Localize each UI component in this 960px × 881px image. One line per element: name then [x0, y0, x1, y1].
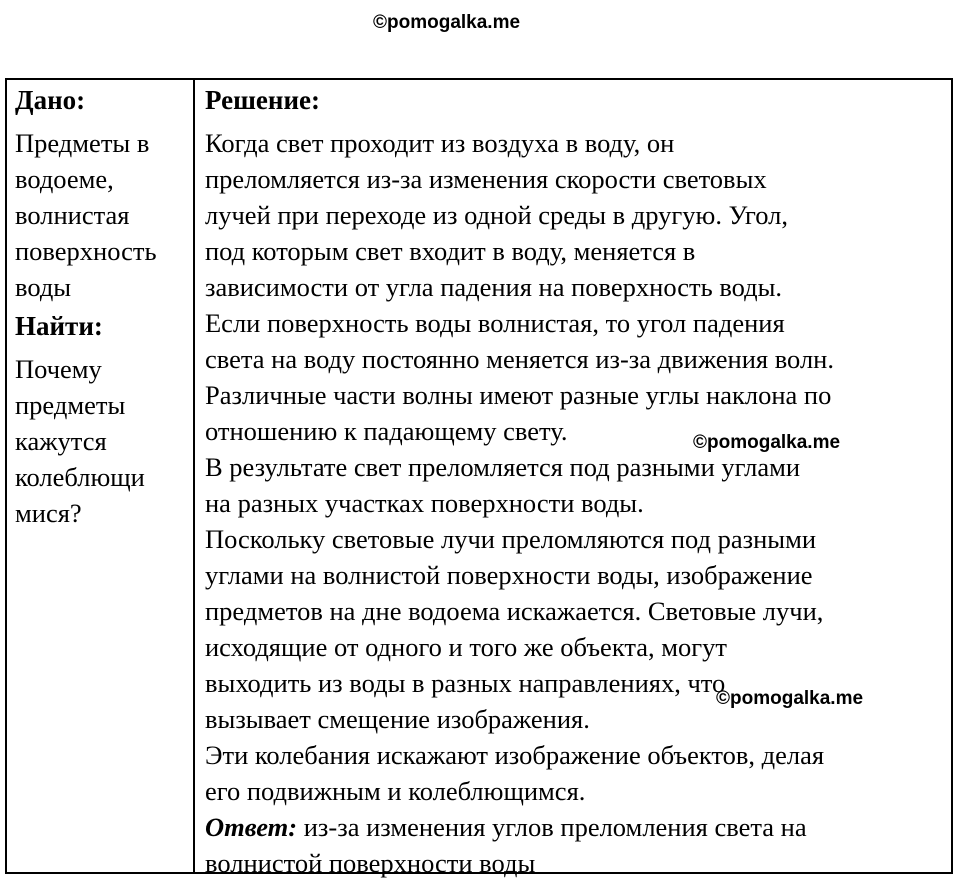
- given-line: водоеме,: [15, 164, 114, 194]
- solution-line: света на воду постоянно меняется из-за движения волн.: [205, 344, 834, 374]
- solution-heading: Решение:: [205, 85, 320, 115]
- solution-column: [205, 82, 951, 881]
- solution-line: зависимости от угла падения на поверхность воды.: [205, 272, 783, 302]
- solution-line: выходить из воды в разных направлениях, что: [205, 668, 726, 698]
- watermark-top: ©pomogalka.me: [373, 12, 521, 33]
- solution-line: исходящие от одного и того же объекта, могут: [205, 632, 727, 662]
- solution-text: [205, 125, 951, 881]
- solution-line: Если поверхность воды волнистая, то угол падения: [205, 308, 785, 338]
- solution-line: вызывает смещение изображения.: [205, 704, 590, 734]
- solution-line: углами на волнистой поверхности воды, изображение: [205, 560, 813, 590]
- solution-line: Поскольку световые лучи преломляются под разными: [205, 524, 817, 554]
- solution-line: В результате свет преломляется под разными углами: [205, 452, 801, 482]
- column-divider: [193, 78, 195, 874]
- find-text: [15, 351, 189, 531]
- given-line: Предметы в: [15, 128, 150, 158]
- watermark-bottom: ©pomogalka.me: [716, 688, 864, 709]
- find-line: Почему: [15, 354, 102, 384]
- given-text: [15, 125, 189, 305]
- find-line: колеблющи: [15, 462, 145, 492]
- given-column: [15, 82, 189, 531]
- answer-text: из-за изменения углов преломления света на: [297, 812, 807, 842]
- answer-label: Ответ:: [205, 812, 298, 842]
- solution-line: отношению к падающему свету.: [205, 416, 568, 446]
- solution-line: его подвижным и колеблющимся.: [205, 776, 586, 806]
- answer-line-2: волнистой поверхности воды: [205, 848, 536, 878]
- given-line: поверхность: [15, 236, 157, 266]
- given-line: волнистая: [15, 200, 130, 230]
- solution-line: лучей при переходе из одной среды в другую. Угол,: [205, 200, 788, 230]
- find-heading: Найти:: [15, 311, 103, 341]
- solution-line: Эти колебания искажают изображение объектов, делая: [205, 740, 825, 770]
- solution-line: под которым свет входит в воду, меняется в: [205, 236, 696, 266]
- solution-line: преломляется из-за изменения скорости световых: [205, 164, 767, 194]
- solution-line: Различные части волны имеют разные углы наклона по: [205, 380, 832, 410]
- find-line: кажутся: [15, 426, 107, 456]
- given-line: воды: [15, 272, 72, 302]
- solution-line: Когда свет проходит из воздуха в воду, он: [205, 128, 675, 158]
- watermark-middle: ©pomogalka.me: [693, 432, 841, 453]
- solution-line: на разных участках поверхности воды.: [205, 488, 644, 518]
- solution-line: предметов на дне водоема искажается. Световые лучи,: [205, 596, 824, 626]
- find-line: мися?: [15, 498, 82, 528]
- given-heading: Дано:: [15, 85, 86, 115]
- answer-line: [205, 809, 951, 845]
- find-line: предметы: [15, 390, 126, 420]
